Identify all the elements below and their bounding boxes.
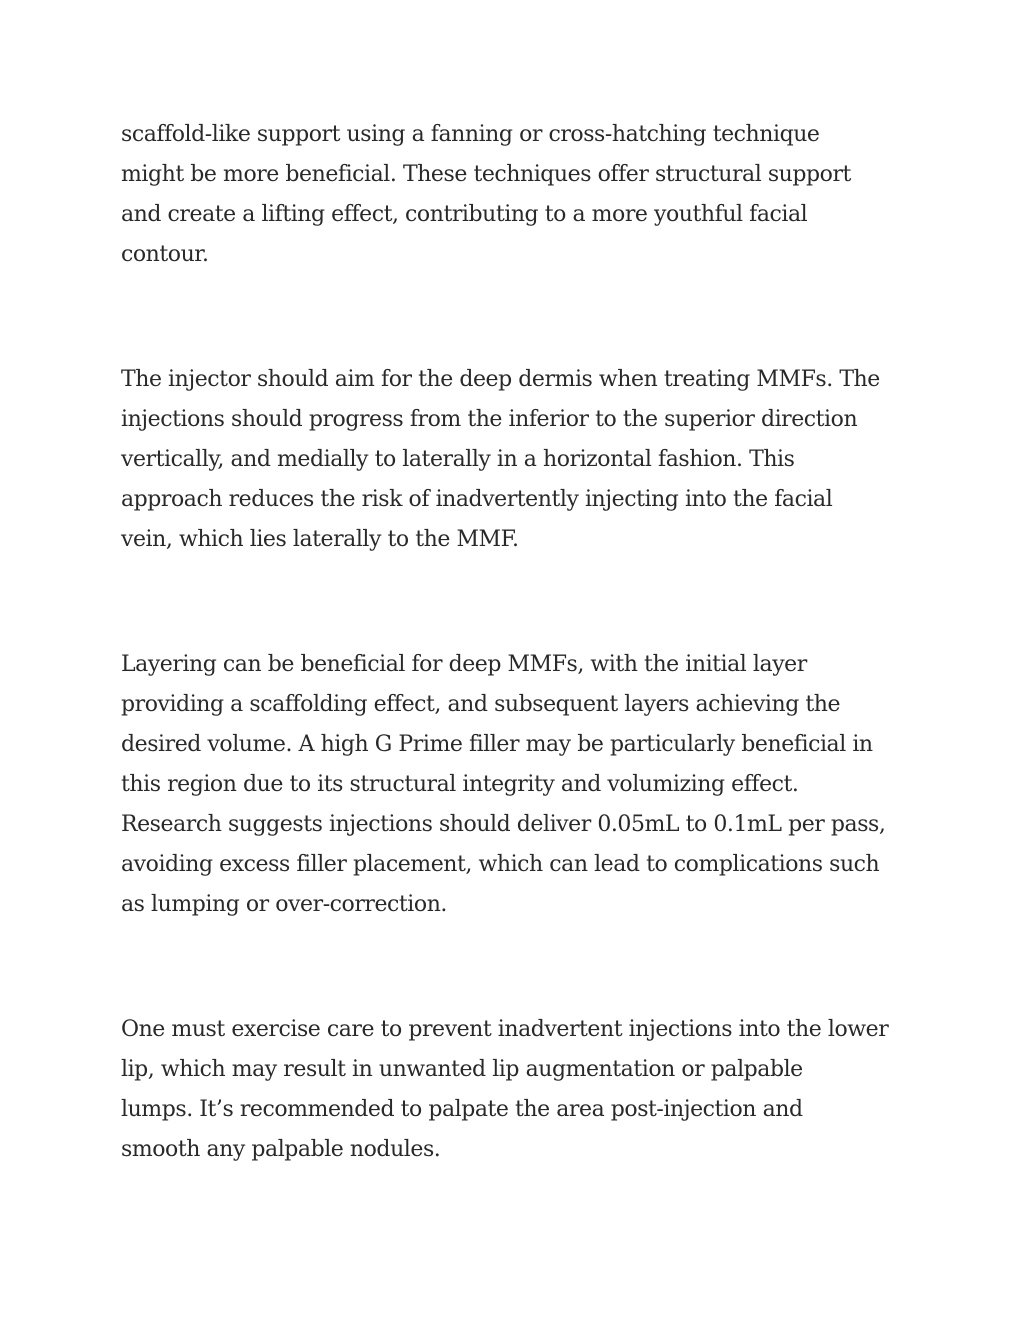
text-line: One must exercise care to prevent inadvertent injections into the lower	[121, 1017, 889, 1042]
text-line: as lumping or over-correction.	[121, 892, 447, 917]
text-line: avoiding excess filler placement, which can lead to complications such	[121, 852, 880, 877]
text-line: Research suggests injections should deliver 0.05mL to 0.1mL per pass,	[121, 812, 886, 837]
paragraph-layering	[121, 645, 911, 925]
text-line: The injector should aim for the deep dermis when treating MMFs. The	[121, 367, 880, 392]
text-line: and create a lifting effect, contributing to a more youthful facial	[121, 202, 808, 227]
text-line: injections should progress from the inferior to the superior direction	[121, 407, 858, 432]
text-line: lip, which may result in unwanted lip augmentation or palpable	[121, 1057, 803, 1082]
text-line: scaffold-like support using a fanning or cross-hatching technique	[121, 122, 820, 147]
text-line: vertically, and medially to laterally in a horizontal fashion. This	[121, 447, 795, 472]
text-line: approach reduces the risk of inadvertently injecting into the facial	[121, 487, 833, 512]
paragraph-scaffold-support	[121, 115, 911, 275]
text-line: desired volume. A high G Prime filler may be particularly beneficial in	[121, 732, 873, 757]
paragraph-injection-direction	[121, 360, 911, 560]
text-line: vein, which lies laterally to the MMF.	[121, 527, 519, 552]
text-line: lumps. It’s recommended to palpate the area post-injection and	[121, 1097, 803, 1122]
text-line: smooth any palpable nodules.	[121, 1137, 441, 1162]
text-line: Layering can be beneficial for deep MMFs, with the initial layer	[121, 652, 807, 677]
text-line: providing a scaffolding effect, and subsequent layers achieving the	[121, 692, 841, 717]
text-line: contour.	[121, 242, 209, 267]
paragraph-lower-lip-care	[121, 1010, 911, 1170]
text-line: this region due to its structural integrity and volumizing effect.	[121, 772, 799, 797]
text-line: might be more beneficial. These techniques offer structural support	[121, 162, 851, 187]
